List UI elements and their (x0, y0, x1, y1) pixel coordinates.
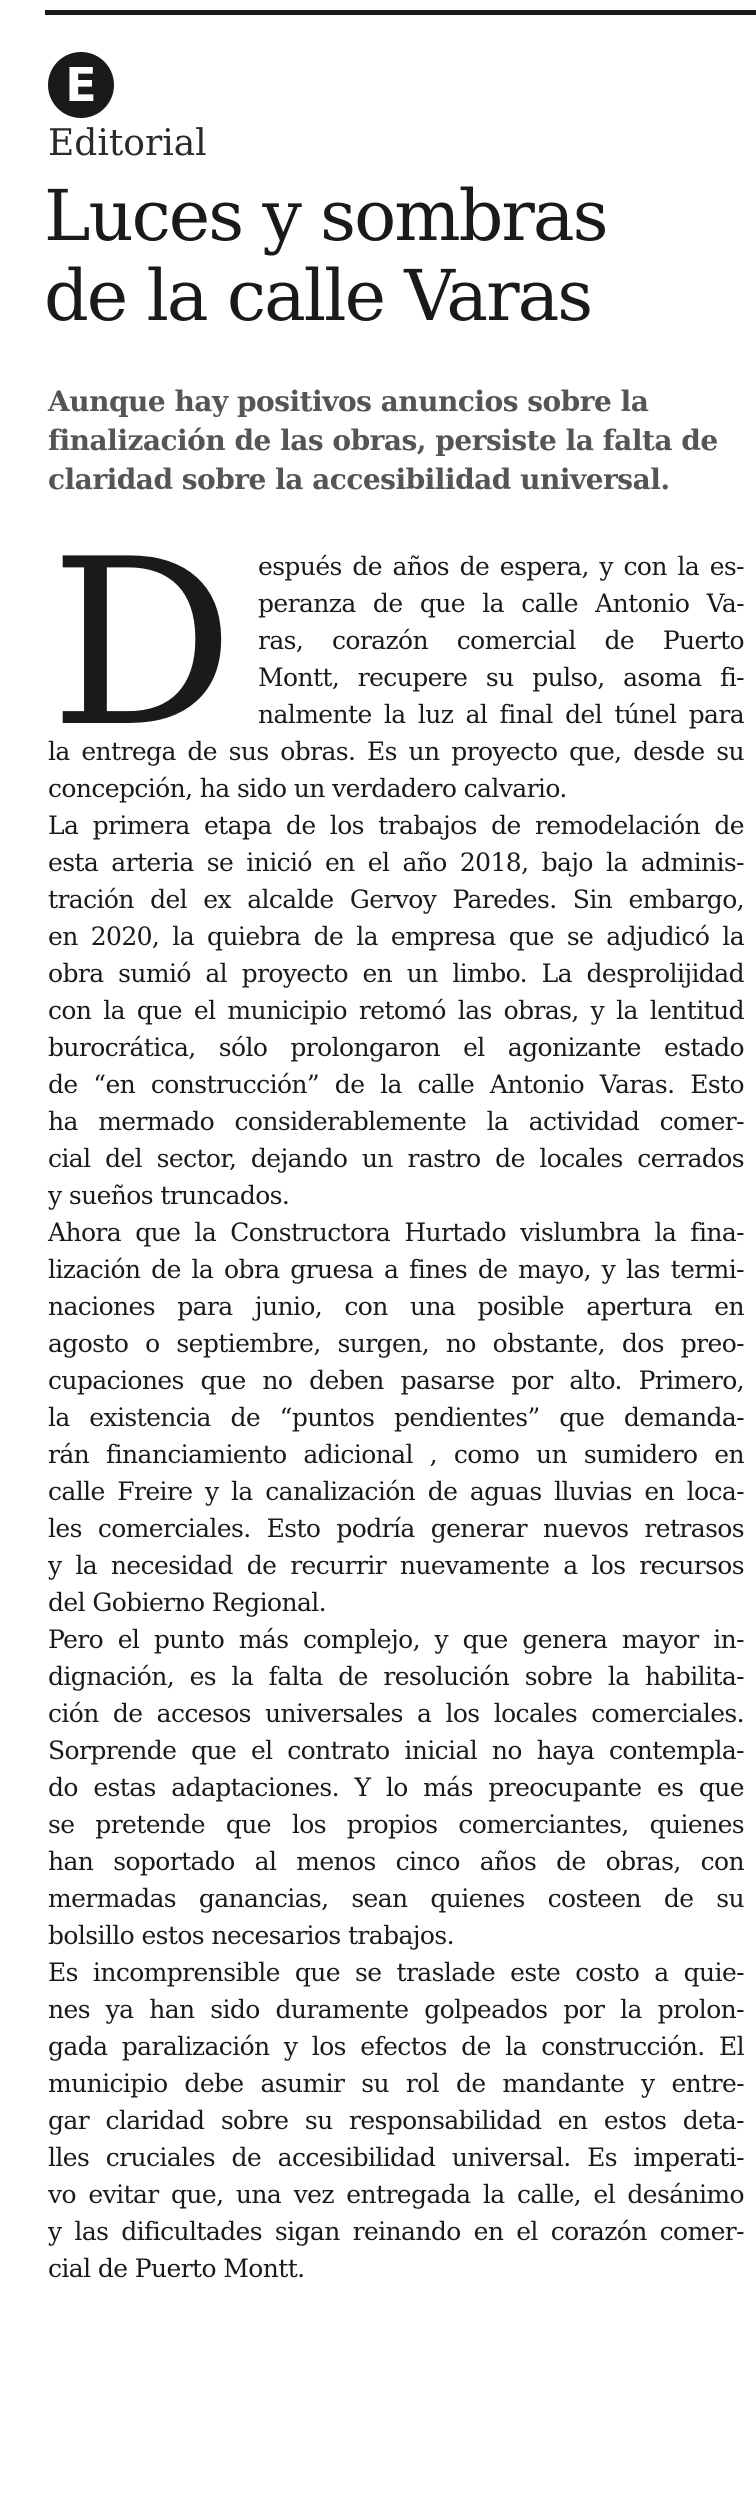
body-line: ha mermado considerablemente la actividad comer- (48, 1107, 744, 1136)
body-line: dignación, es la falta de resolución sobre la habilita- (48, 1662, 744, 1691)
subheadline (48, 382, 738, 499)
body-line: con la que el municipio retomó las obras, y la lentitud (48, 996, 744, 1025)
body-line: de “en construcción” de la calle Antonio Varas. Esto (48, 1070, 744, 1099)
body-line: concepción, ha sido un verdadero calvario. (48, 774, 567, 803)
body-line: la existencia de “puntos pendientes” que demanda- (48, 1403, 744, 1432)
body-line: ras, corazón comercial de Puerto (258, 626, 744, 655)
body-line: do estas adaptaciones. Y lo más preocupante es que (48, 1773, 744, 1802)
body-line: tración del ex alcalde Gervoy Paredes. Sin embargo, (48, 885, 744, 914)
top-rule (45, 10, 756, 15)
headline (44, 176, 744, 336)
body-line: obra sumió al proyecto en un limbo. La desprolijidad (48, 959, 744, 988)
body-line: Es incomprensible que se traslade este costo a quie- (48, 1958, 744, 1987)
body-line: bolsillo estos necesarios trabajos. (48, 1921, 454, 1950)
body-line: y la necesidad de recurrir nuevamente a los recursos (48, 1551, 744, 1580)
body-line: y las dificultades sigan reinando en el corazón comer- (48, 2217, 744, 2246)
section-label: Editorial (48, 123, 207, 164)
body-line: nalmente la luz al final del túnel para (258, 700, 744, 729)
body-line: en 2020, la quiebra de la empresa que se adjudicó la (48, 922, 744, 951)
body-line: cupaciones que no deben pasarse por alto. Primero, (48, 1366, 744, 1395)
body-line: burocrática, sólo prolongaron el agonizante estado (48, 1033, 744, 1062)
body-line: peranza de que la calle Antonio Va- (258, 589, 744, 618)
body-line: espués de años de espera, y con la es- (258, 552, 744, 581)
body-line: les comerciales. Esto podría generar nuevos retrasos (48, 1514, 744, 1543)
body-line: del Gobierno Regional. (48, 1588, 327, 1617)
body-line: gar claridad sobre su responsabilidad en estos deta- (48, 2106, 744, 2135)
section-badge: E (48, 52, 114, 118)
body-line: vo evitar que, una vez entregada la calle, el desánimo (48, 2180, 744, 2209)
body-line: Ahora que la Constructora Hurtado vislumbra la fina- (48, 1218, 744, 1247)
body-line: se pretende que los propios comerciantes, quienes (48, 1810, 744, 1839)
body-line: rán financiamiento adicional , como un sumidero en (48, 1440, 744, 1469)
body-line: calle Freire y la canalización de aguas lluvias en loca- (48, 1477, 744, 1506)
body-line: mermadas ganancias, sean quienes costeen de su (48, 1884, 744, 1913)
body-line: lles cruciales de accesibilidad universal. Es imperati- (48, 2143, 744, 2172)
body-line: Sorprende que el contrato inicial no haya contempla- (48, 1736, 744, 1765)
body-line: cial de Puerto Montt. (48, 2254, 305, 2283)
body-line: gada paralización y los efectos de la construcción. El (48, 2032, 744, 2061)
body-line: nes ya han sido duramente golpeados por la prolon- (48, 1995, 744, 2024)
subheadline-line: Aunque hay positivos anuncios sobre la (48, 385, 649, 418)
body-line: cial del sector, dejando un rastro de locales cerrados (48, 1144, 744, 1173)
body-line: agosto o septiembre, surgen, no obstante, dos preo- (48, 1329, 744, 1358)
subheadline-line: claridad sobre la accesibilidad universal. (48, 463, 670, 496)
body-line: lización de la obra gruesa a fines de mayo, y las termi- (48, 1255, 744, 1284)
body-line: Montt, recupere su pulso, asoma fi- (258, 663, 744, 692)
body-line: naciones para junio, con una posible apertura en (48, 1292, 744, 1321)
body-line: han soportado al menos cinco años de obras, con (48, 1847, 744, 1876)
body-line: municipio debe asumir su rol de mandante y entre- (48, 2069, 744, 2098)
body-line: La primera etapa de los trabajos de remodelación de (48, 811, 744, 840)
drop-cap: D (50, 511, 235, 778)
article-body (48, 548, 744, 2287)
body-line: la entrega de sus obras. Es un proyecto que, desde su (48, 737, 744, 766)
headline-line: Luces y sombras (44, 175, 607, 257)
body-line: Pero el punto más complejo, y que genera mayor in- (48, 1625, 744, 1654)
subheadline-line: finalización de las obras, persiste la falta de (48, 424, 718, 457)
body-line: y sueños truncados. (48, 1181, 290, 1210)
headline-line: de la calle Varas (44, 255, 592, 337)
body-line: esta arteria se inició en el año 2018, bajo la adminis- (48, 848, 744, 877)
body-line: ción de accesos universales a los locales comerciales. (48, 1699, 744, 1728)
